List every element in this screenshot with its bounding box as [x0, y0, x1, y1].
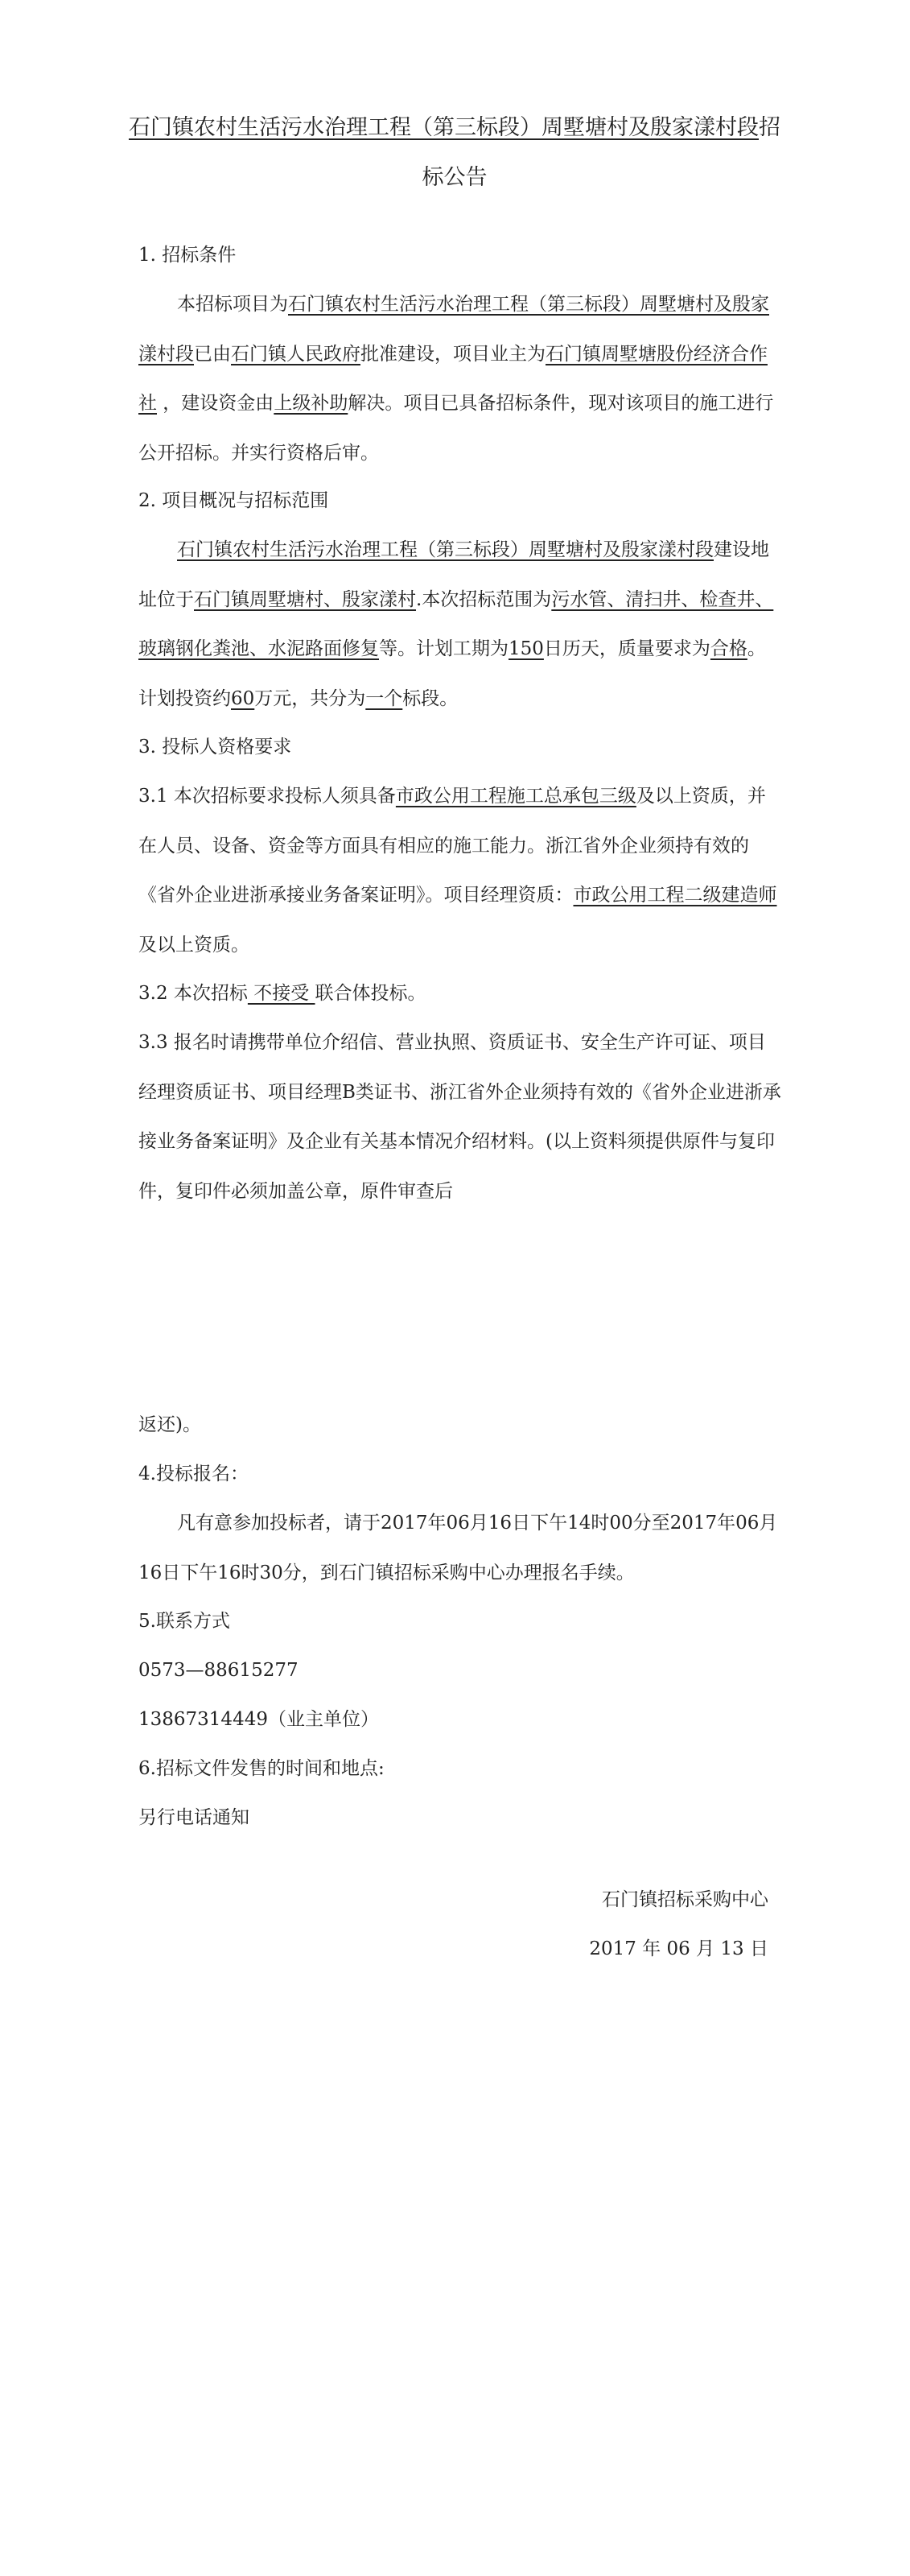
- section3-heading: [138, 723, 782, 773]
- s2-text-g: 标段。: [402, 687, 459, 709]
- s1-text-c: 批准建设，项目业主为: [360, 343, 546, 365]
- s2-site: 石门镇周墅塘村、殷家漾村: [194, 588, 416, 610]
- section1-heading-text: 1. 招标条件: [138, 245, 237, 266]
- s32-accept: 不接受: [247, 983, 315, 1004]
- s2-project-name: 石门镇农村生活污水治理工程（第三标段）周墅塘村及殷家漾村段: [177, 539, 714, 560]
- s33-text: 3.3 报名时请携带单位介绍信、营业执照、资质证书、安全生产许可证、项目经理资质证书、项目经理B类证书、浙江省外企业须持有效的《省外企业进浙承接业务备案证明》及企业有关基本情况介绍材料。(以上资料须提供原件与复印件，复印件必须加盖公章，原件审查后: [138, 1032, 781, 1202]
- s1-owner: 石门镇周墅塘股份经济合作社: [138, 343, 768, 414]
- section3-2-paragraph: [138, 969, 782, 1019]
- s1-text-d: ，建设资金由: [157, 393, 274, 414]
- s4-text: 凡有意参加投标者，请于2017年06月16日下午14时00分至2017年06月16日下午16时30分，到石门镇招标采购中心办理报名手续。: [138, 1513, 778, 1583]
- section2-heading: [138, 477, 782, 526]
- s1-text-b: 已由: [194, 343, 231, 365]
- section4-heading-text: 4.投标报名：: [138, 1463, 249, 1484]
- s32-text-a: 3.2 本次招标: [138, 983, 248, 1004]
- s32-text-b: 联合体投标。: [315, 983, 426, 1004]
- signature-date: [589, 1925, 768, 1974]
- section1-heading: [138, 231, 782, 281]
- section5-heading-text: 5.联系方式: [138, 1611, 230, 1632]
- page-title: [121, 103, 789, 203]
- s1-fund-source: 上级补助: [274, 393, 348, 414]
- s2-investment: 60: [231, 687, 255, 709]
- s1-text-e: 解决。项目已具备招标条件，现对该项目的施工进行公开招标。并实行资格后审。: [138, 393, 774, 464]
- s6-text: 另行电话通知: [138, 1807, 249, 1828]
- s2-sections: 一个: [365, 687, 403, 709]
- s33-text-end: 返还)。: [138, 1414, 201, 1435]
- section4-heading: [138, 1450, 782, 1500]
- contact-phone-1: [138, 1646, 782, 1696]
- s2-days: 150: [509, 638, 544, 659]
- section6-paragraph: [138, 1794, 782, 1843]
- s31-pm-qualification: 市政公用工程二级建造师: [573, 885, 777, 906]
- s2-text-b: .本次招标范围为: [416, 588, 552, 610]
- section4-paragraph: [138, 1499, 782, 1598]
- title-underlined: 石门镇农村生活污水治理工程（第三标段）周墅塘村及殷家漾村段: [129, 115, 759, 140]
- s1-text-a: 本招标项目为: [177, 294, 288, 315]
- section3-1-paragraph: [138, 772, 782, 970]
- s2-quality: 合格: [710, 638, 747, 659]
- s1-project-name: 石门镇农村生活污水治理工程（第三标段）周墅塘村及殷家漾村段: [138, 294, 769, 365]
- phone-2-text: 13867314449（业主单位）: [138, 1709, 379, 1730]
- section2-heading-text: 2. 项目概况与招标范围: [138, 490, 329, 511]
- section1-paragraph: [138, 280, 782, 478]
- s31-qualification: 市政公用工程施工总承包三级: [395, 786, 636, 807]
- s2-text-f: 万元，共分为: [254, 687, 366, 709]
- s2-text-c: 等。计划工期为: [379, 638, 509, 659]
- section3-3-paragraph: [138, 1018, 782, 1216]
- contact-phone-2: [138, 1695, 782, 1745]
- s31-text-b: 及以上资质，并在人员、设备、资金等方面具有相应的施工能力。浙江省外企业须持有效的《省外企业进浙承接业务备案证明》。项目经理资质：: [138, 786, 766, 906]
- title-rest: 招标公告: [422, 115, 780, 190]
- s31-text-c: 及以上资质。: [138, 934, 249, 956]
- s1-approver: 石门镇人民政府: [231, 343, 360, 365]
- s2-text-d: 日历天，质量要求为: [543, 638, 710, 659]
- section3-heading-text: 3. 投标人资格要求: [138, 737, 292, 758]
- s31-text-a: 3.1 本次招标要求投标人须具备: [138, 786, 396, 807]
- s2-scope: 污水管、清扫井、检查井、玻璃钢化粪池、水泥路面修复: [138, 588, 774, 659]
- section2-paragraph: [138, 526, 782, 724]
- section6-heading-text: 6.招标文件发售的时间和地点:: [138, 1758, 385, 1779]
- phone-1-text: 0573—88615277: [138, 1660, 299, 1681]
- section5-heading: [138, 1597, 782, 1647]
- s2-text-a: 建设地址位于: [138, 539, 769, 610]
- signature-org-text: 石门镇招标采购中心: [602, 1889, 768, 1910]
- section6-heading: [138, 1744, 782, 1794]
- section3-3-continuation: [138, 1401, 782, 1451]
- signature-date-text: 2017 年 06 月 13 日: [589, 1938, 768, 1959]
- s2-text-e: 。计划投资约: [138, 638, 766, 709]
- signature-org: [602, 1876, 768, 1925]
